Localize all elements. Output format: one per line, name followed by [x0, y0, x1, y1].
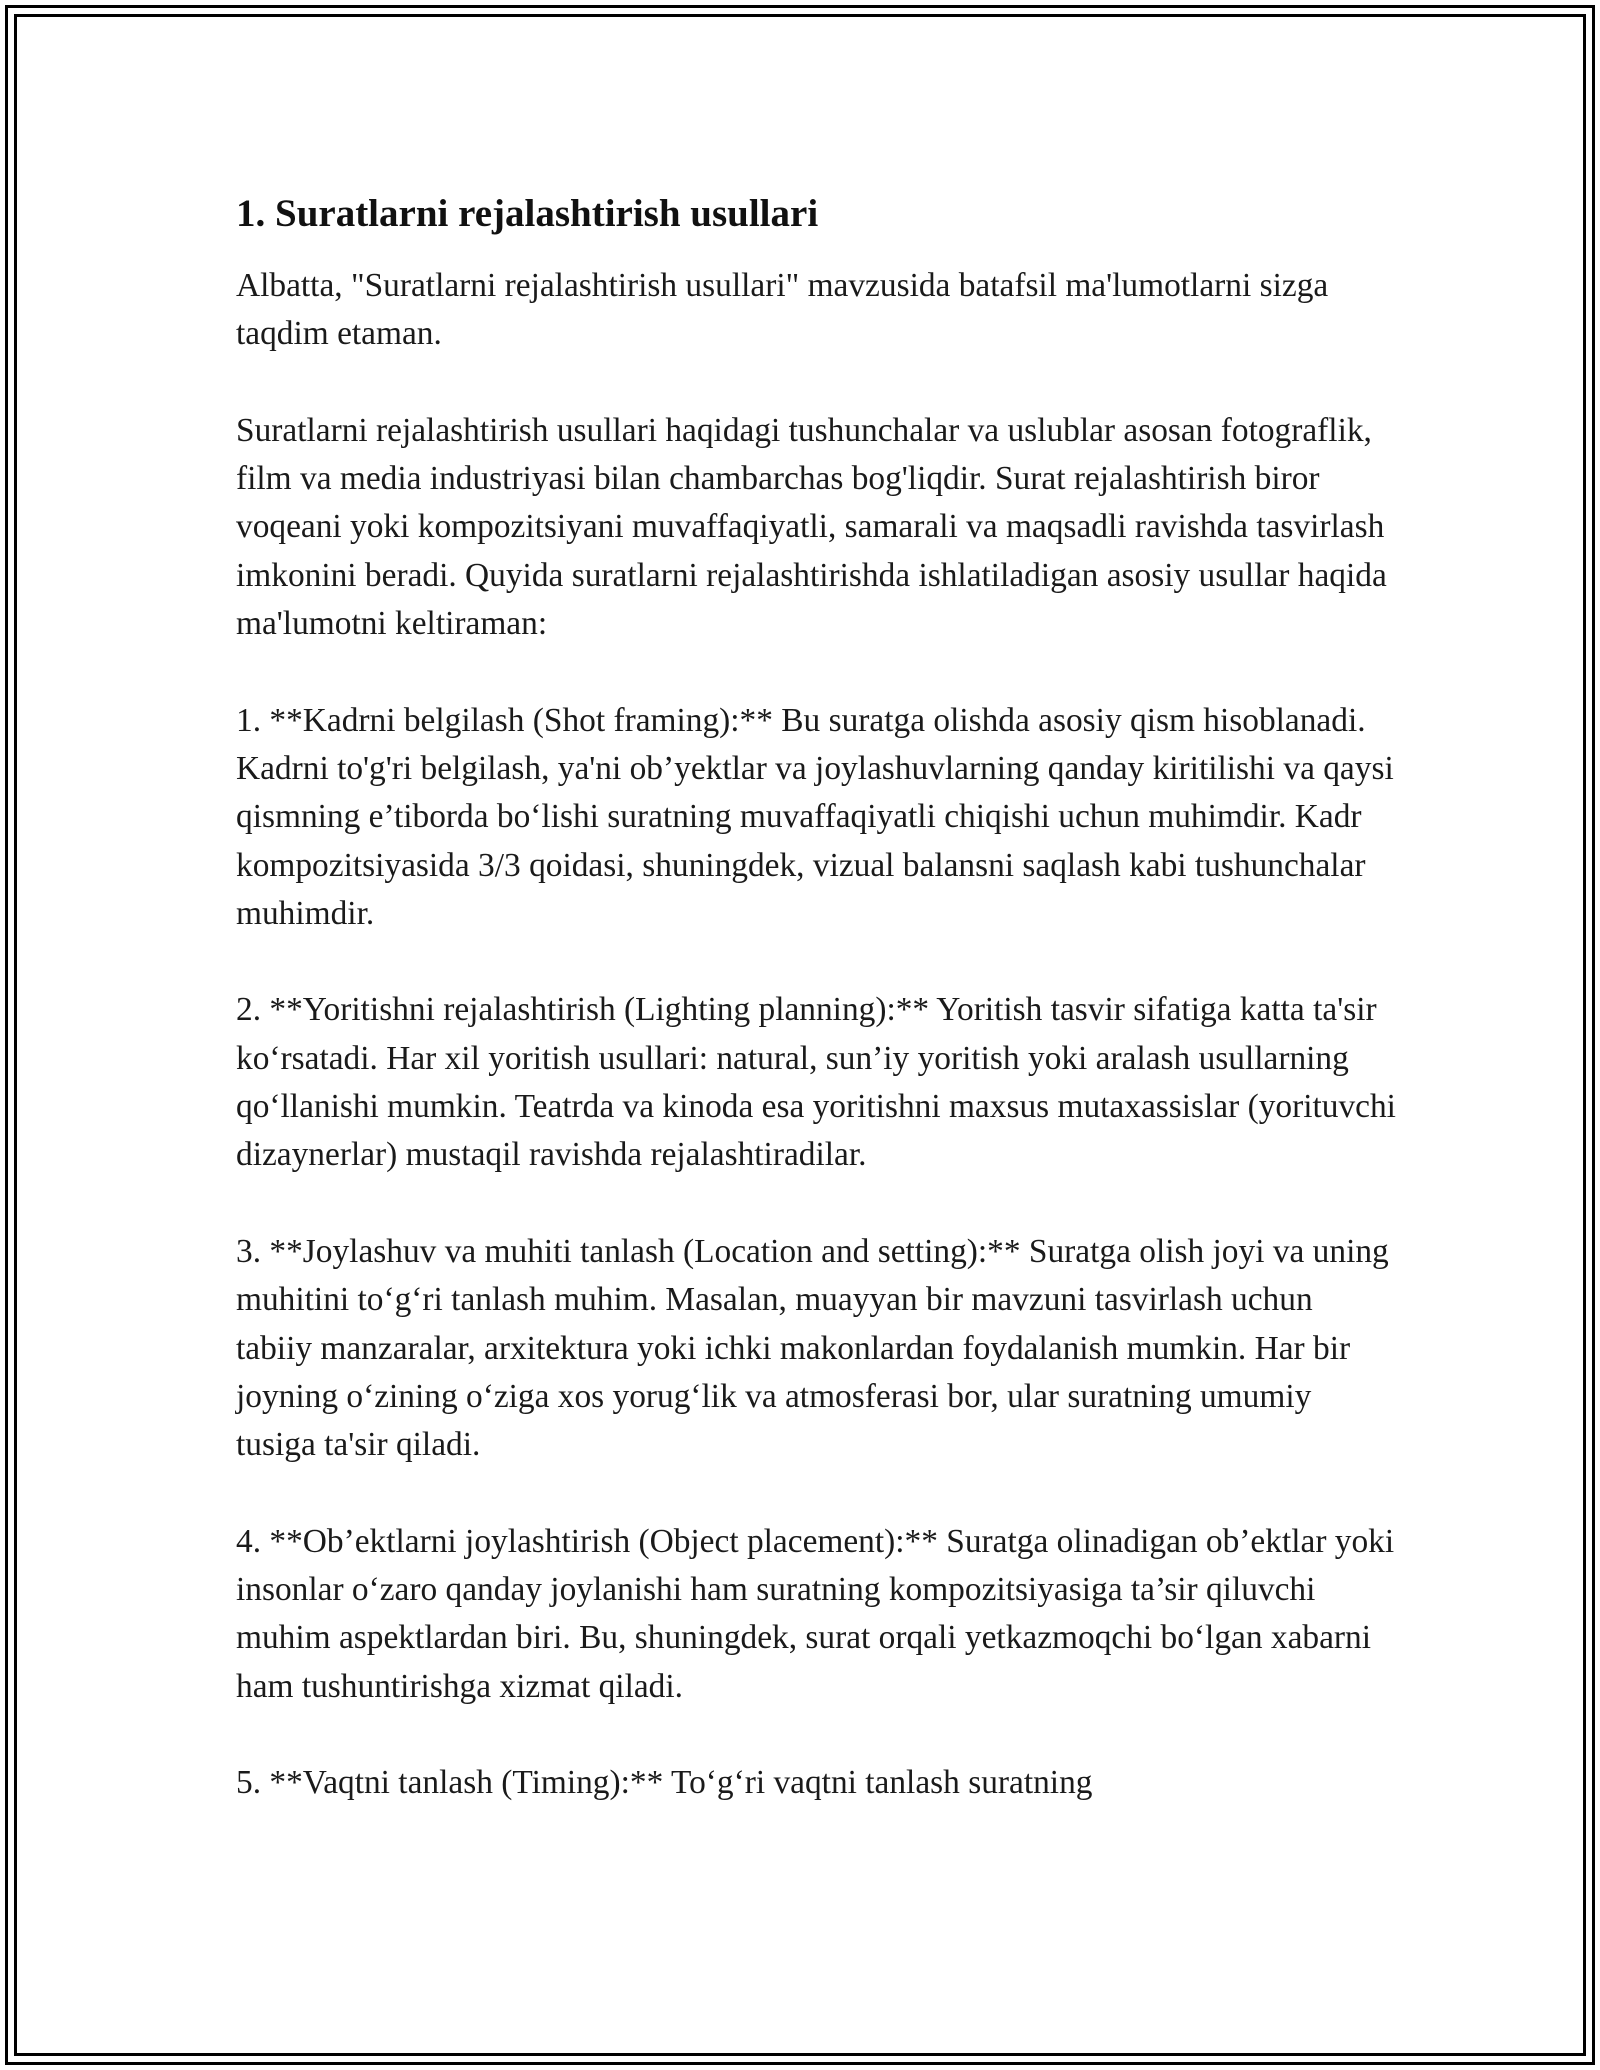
paragraph-item-4: 4. **Ob’ektlarni joylashtirish (Object placement):** Suratga olinadigan ob’ektlar yoki insonlar o‘zaro qanday joylanishi ham suratning kompozitsiyasiga ta’sir qiluvchi muhim aspektlardan biri. Bu, shuningdek, surat orqali yetkazmoqchi bo‘lgan xabarni ham tushuntirishga xizmat qiladi.	[236, 1522, 1395, 1705]
paragraph-item-3: 3. **Joylashuv va muhiti tanlash (Location and setting):** Suratga olish joyi va uning muhitini to‘g‘ri tanlash muhim. Masalan, muayyan bir mavzuni tasvirlash uchun tabiiy manzaralar, arxitektura yoki ichki makonlardan foydalanish mumkin. Har bir joyning o‘zining o‘ziga xos yorug‘lik va atmosferasi bor, ular suratning umumiy tusiga ta'sir qiladi.	[236, 1232, 1389, 1464]
paragraph-overview: Suratlarni rejalashtirish usullari haqidagi tushunchalar va uslublar asosan fotograflik, film va media industriyasi bilan chambarchas bog'liqdir. Surat rejalashtirish biror voqeani yoki kompozitsiyani muvaffaqiyatli, samarali va maqsadli ravishda tasvirlash imkonini beradi. Quyida suratlarni rejalashtirishda ishlatiladigan asosiy usullar haqida ma'lumotni keltiraman:	[236, 411, 1387, 643]
paragraph-intro: Albatta, "Suratlarni rejalashtirish usullari" mavzusida batafsil ma'lumotlarni sizga taqdim etaman.	[236, 267, 1329, 353]
paragraph-item-5: 5. **Vaqtni tanlash (Timing):** To‘g‘ri vaqtni tanlash suratning	[236, 1764, 1093, 1802]
document-title: 1. Suratlarni rejalashtirish usullari	[236, 192, 819, 235]
paragraph-item-1: 1. **Kadrni belgilash (Shot framing):** Bu suratga olishda asosiy qism hisoblanadi. Kadrni to'g'ri belgilash, ya'ni ob’yektlar va joylashuvlarning qanday kiritilishi va qaysi qismning e’tiborda bo‘lishi suratning muvaffaqiyatli chiqishi uchun muhimdir. Kadr kompozitsiyasida 3/3 qoidasi, shuningdek, vizual balansni saqlash kabi tushunchalar muhimdir.	[236, 701, 1394, 932]
document-body	[236, 186, 1396, 1808]
paragraph-item-2: 2. **Yoritishni rejalashtirish (Lighting planning):** Yoritish tasvir sifatiga katta ta'sir ko‘rsatadi. Har xil yoritish usullari: natural, sun’iy yoritish yoki aralash usullarning qo‘llanishi mumkin. Teatrda va kinoda esa yoritishni maxsus mutaxassislar (yorituvchi dizaynerlar) mustaqil ravishda rejalashtiradilar.	[236, 991, 1396, 1174]
